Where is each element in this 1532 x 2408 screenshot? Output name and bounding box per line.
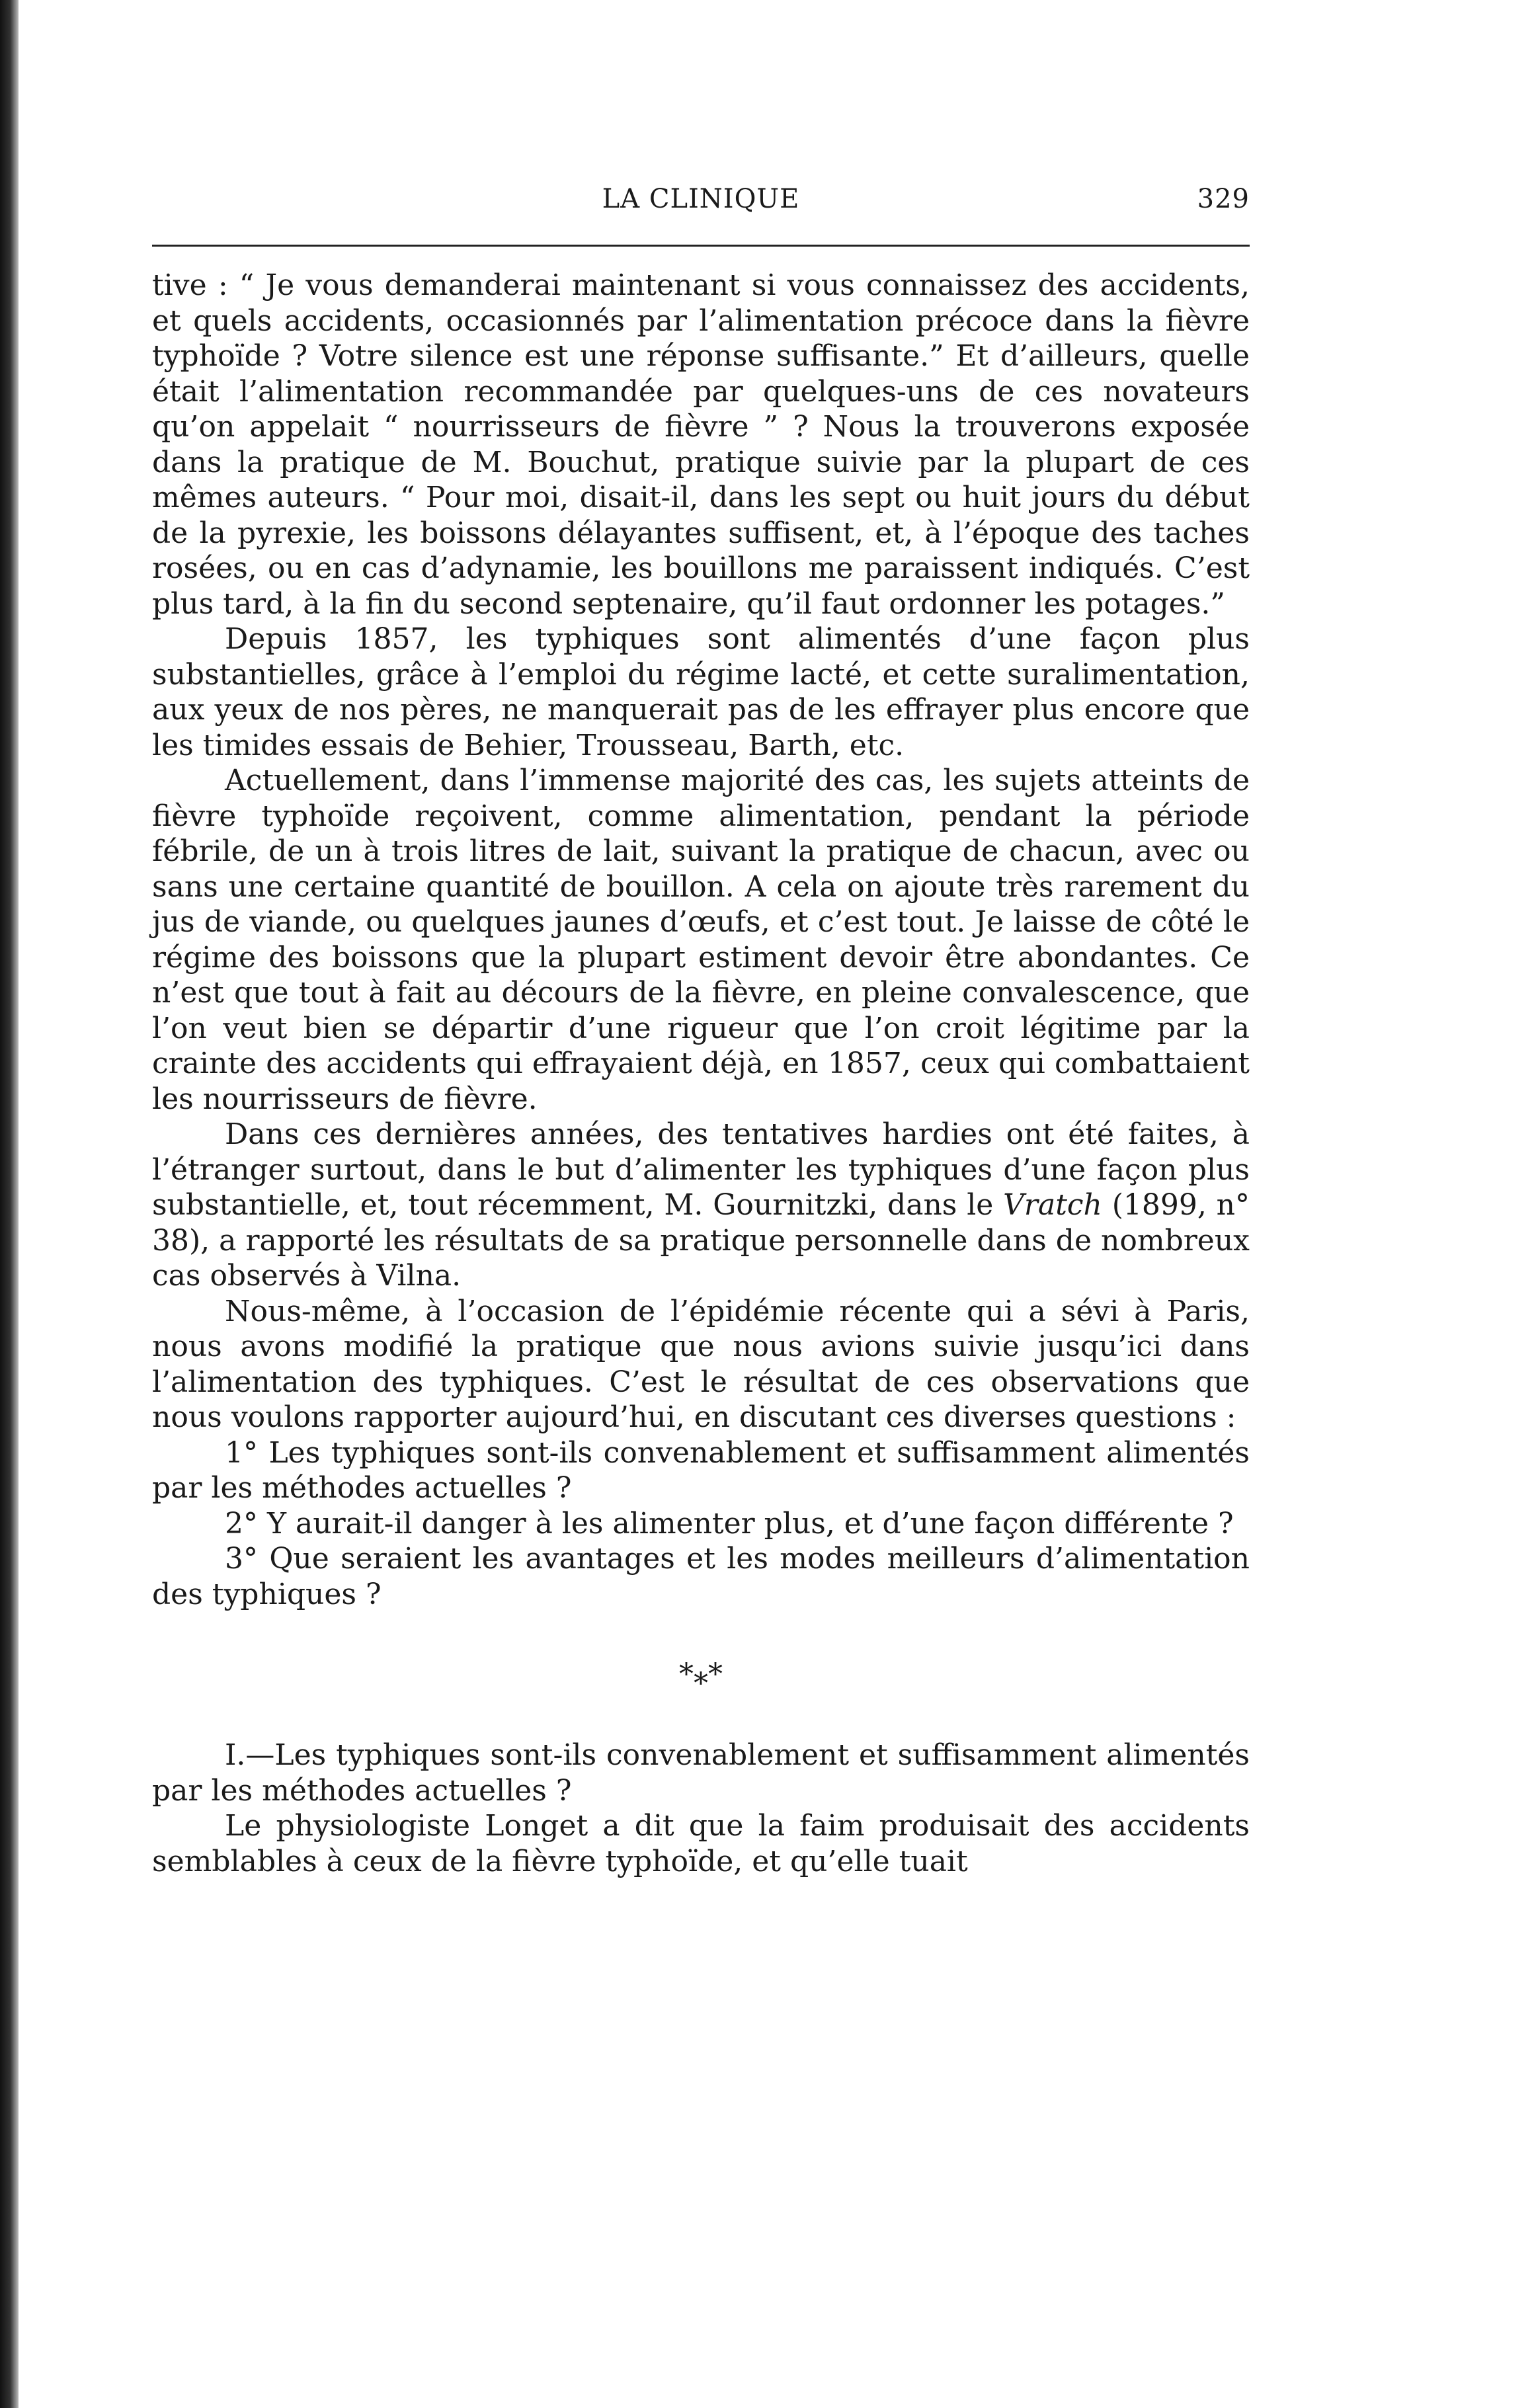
asterism-stars: *⁎* [679,1658,723,1691]
section-heading: I.—Les typhiques sont-ils convenablement et suffisamment alimentés par les méthodes actuelles ? [152,1738,1250,1808]
running-header [152,184,1250,221]
journal-title: Vratch [1003,1188,1102,1222]
running-title: LA CLINIQUE [602,184,800,214]
paragraph-longet: Le physiologiste Longet a dit que la faim produisait des accidents semblables à ceux de la fièvre typhoïde, et qu’elle tuait [152,1809,1250,1878]
question-3: 3° Que seraient les avantages et les modes meilleurs d’alimentation des typhiques ? [152,1542,1250,1611]
question-2: 2° Y aurait-il danger à les alimenter plus, et d’une façon différente ? [225,1506,1234,1541]
header-rule [152,245,1250,247]
paragraph-continuation: tive : “ Je vous demanderai maintenant si vous connaissez des accidents, et quels accidents, occasionnés par l’alimentation précoce dans la fièvre typhoïde ? Votre silence est une réponse suffisante.” Et d’ailleurs, quelle était l’alimentation recommandée par quelques-uns de ces novateurs qu’on appelait “ nourrisseurs de fièvre ” ? Nous la trouverons exposée dans la pratique de M. Bouchut, pratique suivie par la plupart de ces mêmes auteurs. “ Pour moi, disait-il, dans les sept ou huit jours du début de la pyrexie, les boissons délayantes suffisent, et, à l’époque des taches rosées, ou en cas d’adynamie, les bouillons me paraissent indiqués. C’est plus tard, à la fin du second septenaire, qu’il faut ordonner les potages.” [152,268,1250,621]
page-binding-edge [0,0,19,2408]
paragraph-text: Dans ces dernières années, des tentatives hardies ont été faites, à l’étranger surtout, dans le but d’alimenter les typhiques d’une façon plus substantielle, et, tout récemment, M. Gournitzki, dans le [152,1117,1250,1222]
page-body [152,268,1250,1879]
paragraph-our-observations: Nous-même, à l’occasion de l’épidémie récente qui a sévi à Paris, nous avons modifié la pratique que nous avions suivie jusqu’ici dans l’alimentation des typhiques. C’est le résultat de ces observations que nous voulons rapporter aujourd’hui, en discutant ces diverses questions : [152,1294,1250,1434]
paragraph-current-practice: Actuellement, dans l’immense majorité des cas, les sujets atteints de fièvre typhoïde reçoivent, comme alimentation, pendant la période fébrile, de un à trois litres de lait, suivant la pratique de chacun, avec ou sans une certaine quantité de bouillon. A cela on ajoute très rarement du jus de viande, ou quelques jaunes d’œufs, et c’est tout. Je laisse de côté le régime des boissons que la plupart estiment devoir être abondantes. Ce n’est que tout à fait au décours de la fièvre, en pleine convalescence, que l’on veut bien se départir d’une rigueur que l’on croit légitime par la crainte des accidents qui effrayaient déjà, en 1857, ceux qui combattaient les nourrisseurs de fièvre. [152,764,1250,1116]
paragraph-text: (1899, n° 38), a rapporté les résultats de sa pratique personnelle dans de nombreux cas observés à Vilna. [152,1188,1250,1293]
page-number: 329 [1197,184,1250,214]
paragraph-recent-attempts [152,1117,1250,1294]
paragraph-since-1857: Depuis 1857, les typhiques sont alimentés d’une façon plus substantielles, grâce à l’emploi du régime lacté, et cette suralimentation, aux yeux de nos pères, ne manquerait pas de les effrayer plus encore que les timides essais de Behier, Trousseau, Barth, etc. [152,622,1250,762]
question-1: 1° Les typhiques sont-ils convenablement et suffisamment alimentés par les méthodes actuelles ? [152,1435,1250,1505]
asterism-divider [152,1612,1250,1738]
